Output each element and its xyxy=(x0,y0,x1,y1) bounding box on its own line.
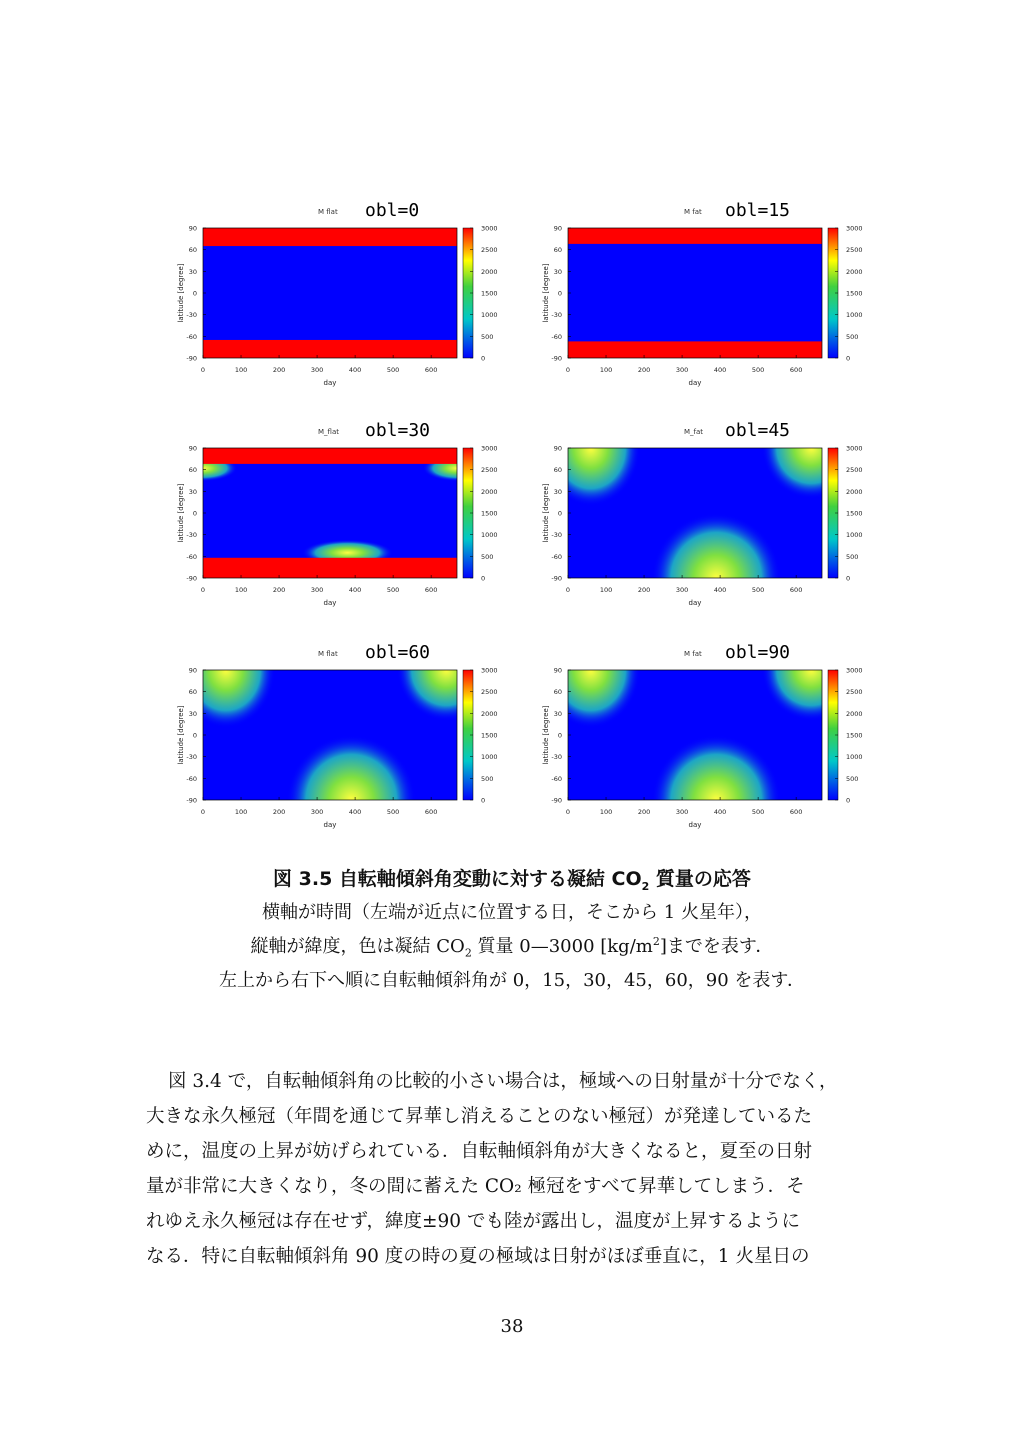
y-tick-label: -30 xyxy=(186,311,197,320)
body-paragraph xyxy=(146,1064,880,1274)
x-axis-label: day xyxy=(323,379,337,387)
x-axis-label: day xyxy=(688,379,702,387)
page-number: 38 xyxy=(500,1316,524,1337)
colorbar-tick-label: 1000 xyxy=(846,753,863,762)
y-tick-label: 0 xyxy=(192,509,197,518)
y-tick-label: 0 xyxy=(557,289,562,298)
colorbar-tick-label: 1000 xyxy=(481,531,498,540)
panel-obl-45 xyxy=(540,420,870,650)
body-line: 図 3.4 で，自転軸傾斜角の比較的小さい場合は，極域への日射量が十分でなく， xyxy=(168,1071,838,1092)
x-tick-label: 0 xyxy=(200,366,206,374)
y-tick-label: 60 xyxy=(553,466,562,475)
colorbar-tick-label: 1500 xyxy=(846,509,863,518)
x-tick-label: 300 xyxy=(310,586,324,594)
y-tick-label: 60 xyxy=(553,246,562,255)
x-axis-label: day xyxy=(323,821,337,829)
x-tick-label: 600 xyxy=(789,586,803,594)
y-tick-label: 90 xyxy=(553,666,562,675)
x-tick-label: 400 xyxy=(348,586,362,594)
body-line: 量が非常に大きくなり，冬の間に蓄えた CO₂ 極冠をすべて昇華してしまう．そ xyxy=(146,1176,805,1197)
figure-caption-title: 図 3.5 自転軸傾斜角変動に対する凝結 $CO_2$ 質量の応答 xyxy=(273,868,751,893)
x-tick-label: 200 xyxy=(272,366,286,374)
north-polar-cap xyxy=(203,228,457,246)
x-tick-label: 200 xyxy=(637,586,651,594)
y-tick-label: 30 xyxy=(188,487,197,496)
colorbar-tick-label: 1000 xyxy=(481,311,498,320)
colorbar-tick-label: 500 xyxy=(846,552,859,561)
x-tick-label: 300 xyxy=(675,366,689,374)
panel-plot-label: M_fat xyxy=(684,428,704,436)
x-tick-label: 100 xyxy=(234,586,248,594)
x-tick-label: 500 xyxy=(751,586,765,594)
heatmap-obl-0 xyxy=(175,200,505,430)
x-tick-label: 500 xyxy=(386,366,400,374)
panel-obl-0 xyxy=(175,200,505,430)
x-tick-label: 400 xyxy=(348,366,362,374)
body-line: めに，温度の上昇が妨げられている．自転軸傾斜角が大きくなると，夏至の日射 xyxy=(146,1141,813,1162)
x-tick-label: 500 xyxy=(386,586,400,594)
x-tick-label: 500 xyxy=(386,808,400,816)
colorbar-tick-label: 2000 xyxy=(846,267,863,276)
y-tick-label: 30 xyxy=(188,709,197,718)
y-tick-label: 90 xyxy=(553,444,562,453)
y-axis-label: latitude [degree] xyxy=(177,705,185,765)
heatmap-obl-15 xyxy=(540,200,870,430)
y-tick-label: 30 xyxy=(553,487,562,496)
x-tick-label: 600 xyxy=(424,366,438,374)
x-tick-label: 200 xyxy=(637,808,651,816)
colorbar-tick-label: 2500 xyxy=(846,466,863,475)
colorbar-tick-label: 3000 xyxy=(481,666,498,675)
heatmap-obl-45 xyxy=(540,420,870,650)
panel-title: obl=0 xyxy=(365,200,420,221)
y-axis-label: latitude [degree] xyxy=(542,705,550,765)
y-tick-label: 30 xyxy=(553,267,562,276)
colorbar-tick-label: 500 xyxy=(846,774,859,783)
colorbar-tick-label: 0 xyxy=(481,796,486,805)
x-tick-label: 600 xyxy=(789,808,803,816)
y-tick-label: -30 xyxy=(186,531,197,540)
panel-title: obl=30 xyxy=(365,420,431,441)
x-tick-label: 600 xyxy=(424,586,438,594)
colorbar-tick-label: 3000 xyxy=(481,444,498,453)
panel-title: obl=90 xyxy=(725,642,791,663)
panel-plot-label: M flat xyxy=(318,650,338,658)
south-polar-cap xyxy=(203,558,457,578)
colorbar-tick-label: 1000 xyxy=(846,311,863,320)
colorbar-tick-label: 3000 xyxy=(846,666,863,675)
y-tick-label: -30 xyxy=(551,311,562,320)
panel-obl-90 xyxy=(540,642,870,872)
figure-caption-line: 縦軸が緯度，色は凝結 $CO_2$ 質量 0—3000 $[kg/m^2]$までを表す． xyxy=(250,935,774,960)
colorbar-tick-label: 1500 xyxy=(481,509,498,518)
x-tick-label: 600 xyxy=(789,366,803,374)
colorbar-tick-label: 500 xyxy=(846,332,859,341)
y-tick-label: 90 xyxy=(188,666,197,675)
colorbar-tick-label: 2500 xyxy=(846,688,863,697)
x-tick-label: 0 xyxy=(565,586,571,594)
body-line: れゆえ永久極冠は存在せず，緯度±90 でも陸が露出し，温度が上昇するように xyxy=(146,1211,800,1232)
x-tick-label: 100 xyxy=(234,808,248,816)
colorbar-tick-label: 1500 xyxy=(846,289,863,298)
colorbar-tick-label: 1500 xyxy=(481,731,498,740)
panel-title: obl=15 xyxy=(725,200,791,221)
y-axis-label: latitude [degree] xyxy=(177,263,185,323)
y-tick-label: -60 xyxy=(186,332,197,341)
y-tick-label: 0 xyxy=(557,731,562,740)
y-tick-label: 30 xyxy=(188,267,197,276)
y-axis-label: latitude [degree] xyxy=(177,483,185,543)
x-tick-label: 200 xyxy=(637,366,651,374)
y-tick-label: 0 xyxy=(192,731,197,740)
colorbar-tick-label: 1500 xyxy=(481,289,498,298)
colorbar-tick-label: 2500 xyxy=(846,246,863,255)
x-tick-label: 300 xyxy=(675,808,689,816)
colorbar-tick-label: 500 xyxy=(481,552,494,561)
x-tick-label: 300 xyxy=(310,808,324,816)
y-tick-label: 90 xyxy=(188,224,197,233)
y-tick-label: -90 xyxy=(186,354,197,363)
y-tick-label: 90 xyxy=(188,444,197,453)
colorbar-tick-label: 0 xyxy=(481,574,486,583)
x-tick-label: 0 xyxy=(565,366,571,374)
y-tick-label: -30 xyxy=(551,531,562,540)
north-polar-cap xyxy=(568,228,822,244)
panel-plot-label: M_flat xyxy=(318,428,339,436)
colorbar-tick-label: 3000 xyxy=(481,224,498,233)
y-tick-label: 90 xyxy=(553,224,562,233)
panel-plot-label: M fat xyxy=(684,208,702,216)
colorbar-tick-label: 2500 xyxy=(481,246,498,255)
panel-obl-15 xyxy=(540,200,870,430)
colorbar-tick-label: 2000 xyxy=(481,709,498,718)
x-axis-label: day xyxy=(688,821,702,829)
y-tick-label: -60 xyxy=(551,552,562,561)
y-tick-label: -90 xyxy=(551,354,562,363)
body-line: 大きな永久極冠（年間を通じて昇華し消えることのない極冠）が発達しているた xyxy=(146,1106,813,1127)
colorbar-tick-label: 2500 xyxy=(481,466,498,475)
plot-background xyxy=(203,228,457,358)
x-tick-label: 200 xyxy=(272,808,286,816)
colorbar-tick-label: 1000 xyxy=(481,753,498,762)
panel-obl-30 xyxy=(175,420,505,650)
panel-title: obl=60 xyxy=(365,642,431,663)
x-tick-label: 400 xyxy=(713,366,727,374)
colorbar-tick-label: 0 xyxy=(846,574,851,583)
x-tick-label: 100 xyxy=(234,366,248,374)
y-tick-label: -60 xyxy=(186,774,197,783)
colorbar-tick-label: 2000 xyxy=(846,709,863,718)
y-tick-label: 60 xyxy=(188,466,197,475)
x-tick-label: 0 xyxy=(565,808,571,816)
y-tick-label: 0 xyxy=(557,509,562,518)
y-axis-label: latitude [degree] xyxy=(542,483,550,543)
y-tick-label: -90 xyxy=(551,796,562,805)
x-axis-label: day xyxy=(688,599,702,607)
x-tick-label: 100 xyxy=(599,366,613,374)
plot-background xyxy=(568,228,822,358)
y-tick-label: 60 xyxy=(188,688,197,697)
x-tick-label: 400 xyxy=(713,808,727,816)
heatmap-obl-30 xyxy=(175,420,505,650)
y-tick-label: -90 xyxy=(186,796,197,805)
y-axis-label: latitude [degree] xyxy=(542,263,550,323)
panel-plot-label: M flat xyxy=(318,208,338,216)
heatmap-obl-60 xyxy=(175,642,505,872)
x-tick-label: 100 xyxy=(599,586,613,594)
colorbar-tick-label: 1500 xyxy=(846,731,863,740)
x-tick-label: 100 xyxy=(599,808,613,816)
y-tick-label: -60 xyxy=(186,552,197,561)
colorbar-tick-label: 500 xyxy=(481,774,494,783)
north-polar-cap xyxy=(203,448,457,464)
x-tick-label: 400 xyxy=(348,808,362,816)
colorbar-tick-label: 0 xyxy=(846,796,851,805)
y-tick-label: -90 xyxy=(186,574,197,583)
x-tick-label: 300 xyxy=(675,586,689,594)
y-tick-label: -30 xyxy=(551,753,562,762)
panel-plot-label: M fat xyxy=(684,650,702,658)
colorbar-tick-label: 2500 xyxy=(481,688,498,697)
colorbar-tick-label: 2000 xyxy=(846,487,863,496)
y-tick-label: 60 xyxy=(188,246,197,255)
x-tick-label: 600 xyxy=(424,808,438,816)
figure-caption-line: 横軸が時間（左端が近点に位置する日，そこから 1 火星年）， xyxy=(262,902,762,923)
colorbar-tick-label: 0 xyxy=(481,354,486,363)
body-line: なる．特に自転軸傾斜角 90 度の時の夏の極域は日射がほぼ垂直に，1 火星日の xyxy=(146,1246,810,1267)
x-tick-label: 200 xyxy=(272,586,286,594)
heatmap-obl-90 xyxy=(540,642,870,872)
panel-title: obl=45 xyxy=(725,420,791,441)
y-tick-label: 0 xyxy=(192,289,197,298)
x-tick-label: 0 xyxy=(200,808,206,816)
x-tick-label: 500 xyxy=(751,808,765,816)
x-tick-label: 400 xyxy=(713,586,727,594)
colorbar-tick-label: 500 xyxy=(481,332,494,341)
y-tick-label: 30 xyxy=(553,709,562,718)
y-tick-label: -60 xyxy=(551,774,562,783)
y-tick-label: -90 xyxy=(551,574,562,583)
figure-caption-line: 左上から右下へ順に自転軸傾斜角が 0，15，30，45，60，90 を表す． xyxy=(219,970,805,991)
colorbar-tick-label: 1000 xyxy=(846,531,863,540)
y-tick-label: -60 xyxy=(551,332,562,341)
x-tick-label: 300 xyxy=(310,366,324,374)
colorbar-tick-label: 2000 xyxy=(481,487,498,496)
y-tick-label: 60 xyxy=(553,688,562,697)
colorbar-tick-label: 2000 xyxy=(481,267,498,276)
x-axis-label: day xyxy=(323,599,337,607)
y-tick-label: -30 xyxy=(186,753,197,762)
colorbar-tick-label: 3000 xyxy=(846,224,863,233)
colorbar-tick-label: 3000 xyxy=(846,444,863,453)
colorbar-tick-label: 0 xyxy=(846,354,851,363)
panel-obl-60 xyxy=(175,642,505,872)
x-tick-label: 0 xyxy=(200,586,206,594)
x-tick-label: 500 xyxy=(751,366,765,374)
